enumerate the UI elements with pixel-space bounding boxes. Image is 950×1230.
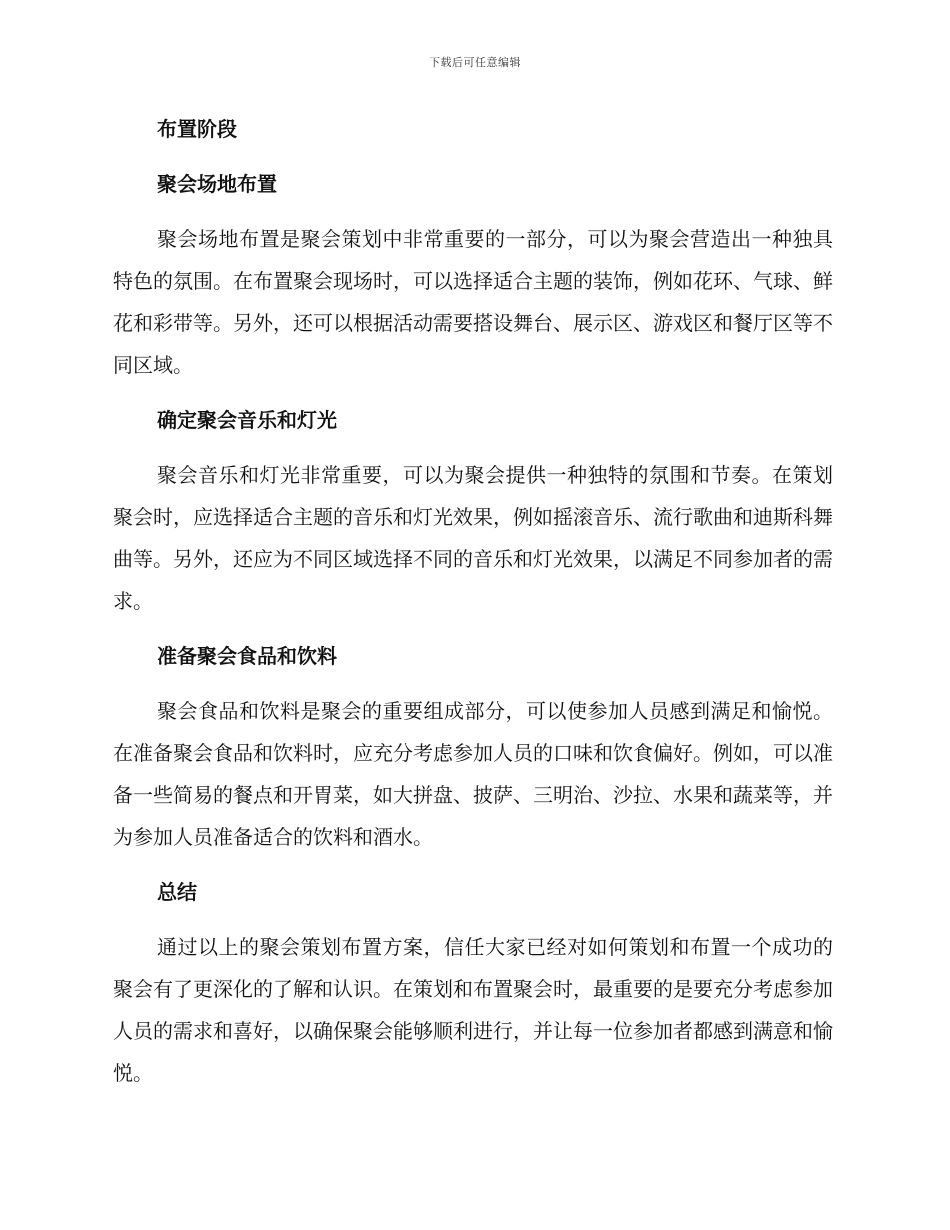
page-header: 下载后可任意编辑 — [429, 56, 521, 69]
heading-music-lighting: 确定聚会音乐和灯光 — [157, 408, 337, 432]
paragraph-summary: 通过以上的聚会策划布置方案，信任大家已经对如何策划和布置一个成功的聚会有了更深化的了解和认识。在策划和布置聚会时，最重要的是要充分考虑参加人员的需求和喜好，以确保聚会能够顺利进行，并让每一位参加者都感到满意和愉悦。 — [113, 935, 833, 1085]
heading-venue-layout: 聚会场地布置 — [157, 172, 277, 196]
document-body — [113, 108, 833, 1094]
paragraph-music-lighting: 聚会音乐和灯光非常重要，可以为聚会提供一种独特的氛围和节奏。在策划聚会时，应选择适合主题的音乐和灯光效果，例如摇滚音乐、流行歌曲和迪斯科舞曲等。另外，还应为不同区域选择不同的音乐和灯光效果，以满足不同参加者的需求。 — [113, 463, 833, 613]
paragraph-venue-layout: 聚会场地布置是聚会策划中非常重要的一部分，可以为聚会营造出一种独具特色的氛围。在布置聚会现场时，可以选择适合主题的装饰，例如花环、气球、鲜花和彩带等。另外，还可以根据活动需要搭设舞台、展示区、游戏区和餐厅区等不同区域。 — [113, 227, 833, 377]
heading-summary: 总结 — [157, 880, 197, 904]
section-heading-layout-phase: 布置阶段 — [157, 117, 237, 141]
paragraph-food-drinks: 聚会食品和饮料是聚会的重要组成部分，可以使参加人员感到满足和愉悦。在准备聚会食品和饮料时，应充分考虑参加人员的口味和饮食偏好。例如，可以准备一些简易的餐点和开胃菜，如大拼盘、披萨、三明治、沙拉、水果和蔬菜等，并为参加人员准备适合的饮料和酒水。 — [113, 699, 833, 849]
heading-food-drinks: 准备聚会食品和饮料 — [157, 644, 337, 668]
